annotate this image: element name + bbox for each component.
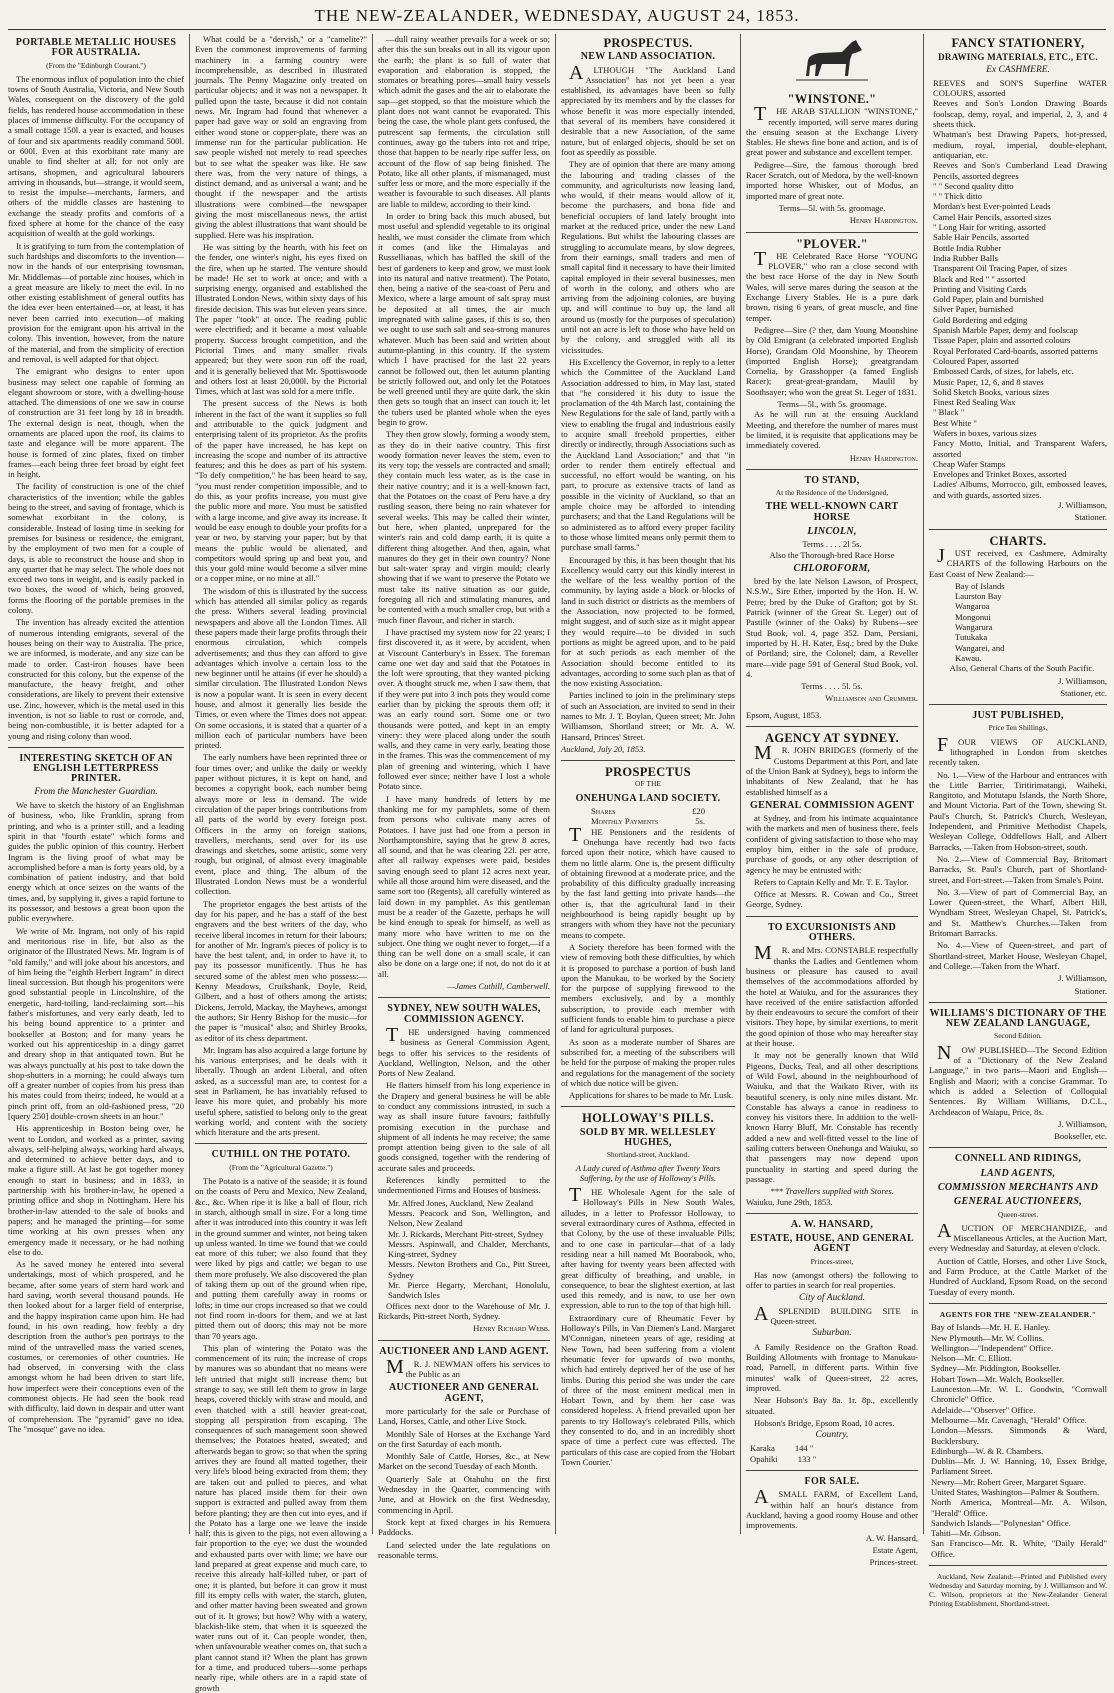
list-item: North America, Montreal—Mr. A. Wilson, "Herald" Office. (931, 1497, 1107, 1518)
paragraph: A Society therefore has been formed with the view of removing both these difficulties, by which it is proposed to purchase a portion of bush land upon the Manukau, to be worked by the Society for the purpose of supplying firewood to the members exclusively, and by a monthly subscription, to provide each member with sufficient funds to enable him to purchase a piece of land for agricultural purposes. (561, 941, 735, 1035)
list-item: Reeves and Son's Cumberland Lead Drawing Pencils, assorted degrees (933, 160, 1107, 181)
ad-title: CONNELL AND RIDINGS, (954, 1153, 1082, 1165)
ad-subheading: A Lady cured of Asthma after Twenty Years Suffering, by the use of Holloway's Pills. (575, 1163, 721, 1183)
divider (561, 760, 735, 761)
ad-subtitle: Queen-street. (997, 1209, 1039, 1219)
paragraph: Applications for shares to be made to Mr. Lusk. (569, 1090, 734, 1101)
list-item: Ladies' Albums, Morrocco, gilt, embossed leaves, and with guards, assorted sizes. (933, 479, 1107, 500)
paragraph: ALTHOUGH "The Auckland Land Association" has not yet been a year established, its advantages have been so fully appreciated by its members and by the classes for whose benefit it was more especially intended, that several of its members have considered it desirable that a new Association, of the same nature, but of enlarged objects, should be set on foot as speedily as possible. (561, 61, 735, 157)
divider (929, 1147, 1107, 1148)
ad-subtitle: DRAWING MATERIALS, ETC., ETC. (938, 52, 1098, 63)
paragraph: They are of opinion that there are many among the labouring and trading classes of the community, and agriculturists now leasing land, who would, if their means would allow of it, become the purchasers, and bona fide and beneficial occupiers of land lately brought into market at the reduced price, under the new Land Regulations. But whilst the labouring classes are struggling to accumulate means, by slow degrees, from their earnings, small traders and men of small capital find it necessary to have their limited capital employed in their several businesses, men of worth in the colony, and others who are arriving from the adjoining colonies, are buying up, and will continue to buy up, the land all around us (mostly for the purposes of speculation) until not an acre is left to those who have held on by the colony, and struggled with all its vicissitudes. (561, 159, 735, 355)
ad-subtitle: Shortland-street, Auckland. (606, 1150, 690, 1160)
ad-title: CHARTS. (989, 533, 1047, 548)
list-item: Adelaide—"Observer" Office. (931, 1404, 1036, 1415)
paragraph: MR. JOHN BRIDGES (formerly of the Customs Department at this Port, and late of the Union Bank at Sydney), begs to inform the inhabitants of New Zealand, that he has established himself as a (746, 742, 918, 797)
monthly-row (561, 816, 735, 826)
divider (746, 916, 918, 917)
signature: Stationer, etc. (1060, 687, 1107, 698)
paragraph: No. 1.—View of the Harbour and entrances with the Little Barrier, Tiritirimatangi, Waiheki, Rangitoto, and Motutapu Islands, the North Shore, and Mount Victoria. Part of the Town, shewing St. Paul's Church, St. Patrick's Church, Wesleyan, Independent, and Primitive Methodist Chapels, Wesleyan College, Oddfellows Hall, and Albert Barracks, —Taken from Hobson-street, south. (929, 769, 1107, 852)
divider (746, 1213, 918, 1214)
list-item: Kawau. (955, 652, 982, 663)
terms: Terms—5l., with 5s. groomage. (777, 399, 887, 410)
paragraph: Land selected under the late regulations on reasonable terms. (378, 1539, 550, 1560)
ad-subtitle: COMMISSION MERCHANTS AND (937, 1181, 1099, 1193)
list-item: London—Messrs. Simmonds & Ward, Bucklersbury. (931, 1425, 1107, 1446)
list-item: Bay of Islands—Mr. H. E. Hanley. (931, 1322, 1051, 1333)
divider (929, 704, 1107, 705)
dateline: Epsom, August, 1853. (746, 709, 822, 720)
paragraph: ASPLENDID BUILDING SITE in Queen-street. (754, 1302, 918, 1327)
note: *** Travellers supplied with Stores. (770, 1186, 894, 1197)
list-item: Tahiti—Mr. Gibson. (931, 1528, 1001, 1539)
paragraph: Hobson's Bridge, Epsom Road, 10 acres. (754, 1417, 895, 1428)
list-item: Spanish Marble Paper, demy and foolscap (933, 325, 1078, 336)
paragraph: Has now (amongst others) the following to offer to parties in search for real properties. (746, 1269, 918, 1291)
paragraph: Monthly Sale of Horses at the Exchange Yard on the first Saturday of each month. (378, 1428, 550, 1449)
list-item: Edinburgh—W. & R. Chambers. (931, 1445, 1044, 1456)
paragraph: Stock kept at fixed charges in his Remuera Paddocks. (378, 1516, 550, 1538)
paragraph: Office at Messrs. R. Cowan and Co., Street George, Sydney. (746, 889, 918, 910)
paragraph: Encouraged by this, it has been thought that his Excellency would carry out this kindly interest in the welfare of the less wealthy portion of the community, by laying aside a block or blocks of land in such district or districts as the members of the Association, now projected to be formed, might suggest, and of such size as it might appear they would require—to be divided in such portions as might be agreed upon, and to be paid for at such periods as each member of the Association should become entitled to its advantages, according to some such plan as that of the now existing Association. (561, 554, 735, 689)
paragraph: Pedigree—Sire, the famous thorough bred Racer Scratch, out of Medora, by the well-known imported horse Whisker, out of Modus, an imported mare of great note. (746, 159, 918, 201)
list-item: Wangarei, and (955, 642, 1005, 653)
dateline: Auckland, July 20, 1853. (561, 743, 646, 754)
list-item: Music Paper, 12, 6, and 8 staves (933, 376, 1044, 387)
column-divider (555, 34, 556, 1534)
country-name: Karaka (750, 1443, 775, 1454)
paragraph: What could be a "dervish," or a "camelite?" Even the commonest improvements of farming machinery in a farming country were incomprehensible, as described in illustrated journals. The Penny Magazine only treated on particular objects; and it was not a newspaper. It pulled upon the taste, because it did not contain news. Mr. Ingram had found that whenever a paper had gave way or sold an engraving from either wood stone or copper-plate, there was an immense run for the particular publication. He saw people wished not merely to read speeches but to see what the speaker was like. He saw there was, from the very nature of things, a distinct demand, and as universal a want; and he thought if the newspaper and the artists illustrations were combined—the newspaper giving the most miscellaneous news, the artist giving the ablest illustrations that want should be supplied. Here was his inspiration. (195, 34, 367, 240)
paragraph: THE Pensioners and the residents of Onehunga have recently had two facts forced upon their notice, which have caused to them no little alarm. One is, the present difficulty of obtaining firewood at a moderate price, and the probability of this difficulty gradually increasing by the fast land getting into private hands—the other is, that the agricultural land in their neighbourhood is being rapidly bought up by strangers with whom they have not the pecuniary means to compete. (561, 823, 735, 940)
paragraph: THE Celebrated Race Horse "YOUNG PLOVER," who ran a close second with the best race Horse of the day in New South Wales, will serve mares during the season at the Exchange Livery Stables. He is a pure dark brown, rising 6 years, of great muscle, and fine temper. (746, 247, 918, 323)
ad-subtitle: AUCTIONEER AND GENERAL AGENT, (389, 1382, 539, 1404)
imprint: Auckland, New Zealand:—Printed and Published every Wednesday and Saturday morning, by J. Williamson and W. C. Wilson, proprietors at the New-Zealander General Printing Establishment, Shortland-street. (929, 1572, 1107, 1609)
list-item: Printing and Visiting Cards (933, 283, 1027, 294)
list-item: Messrs. Newton Brothers and Co., Pitt Street, Sydney (388, 1259, 550, 1280)
list-item: San Francisco—Mr. R. White, "Daily Herald" Office. (931, 1538, 1107, 1559)
paragraph: NOW PUBLISHED—The Second Edition of a "Dictionary of the New Zealand Language," in two parts—Maori and English—English and Maori; with a concise Grammar. To which is added a Selection of Colloquial Sentences. By William Williams, D.C.L., Archdeacon of Waiapu, Price, 8s. (929, 1041, 1107, 1117)
signature: Princes-street. (869, 1557, 918, 1568)
paragraph: As he will run at the ensuing Auckland Meeting, and therefore the number of mares must be limited, it is requisite that applications may be immediately covered. (746, 409, 918, 451)
paragraph: References kindly permitted to the undermentioned Firms and Houses of business. (378, 1175, 550, 1196)
paragraph: Monthly Sale of Cattle, Horses, &c., at New Market on the second Tuesday of each Month. (378, 1451, 550, 1472)
stationery-list (929, 78, 1107, 500)
column-divider (923, 34, 924, 1534)
ad-subtitle: OF THE (635, 779, 661, 789)
section-heading: Suburban. (812, 1328, 852, 1339)
list-item: Sydney—Mr. Piddington, Bookseller. (931, 1363, 1061, 1374)
paragraph: at Sydney, and from his intimate acquaintance with the markets and men of business there, feels confident of giving satisfaction to those who may employ him, either in the sale of produce, purchase of goods, or any other description of agency he may be entrusted with: (746, 813, 918, 875)
agents-list (929, 1322, 1107, 1559)
article-title: CUTHILL ON THE POTATO. (211, 1149, 351, 1161)
column-1 (8, 34, 184, 1534)
ad-subtitle: LAND AGENTS, (980, 1167, 1056, 1179)
list-item: Mr. Alfred Jones, Auckland, New Zealand (388, 1197, 534, 1208)
ad-subtitle: ONEHUNGA LAND SOCIETY. (575, 792, 721, 804)
signature: Estate Agent, (872, 1544, 918, 1555)
list-item: Tissue Paper, plain and assorted colours (933, 335, 1071, 346)
divider (929, 529, 1107, 530)
article-title: INTERESTING SKETCH OF AN ENGLISH LETTERPRESS PRINTER. (19, 752, 173, 785)
ad-subtitle: GENERAL COMMISSION AGENT (750, 799, 914, 811)
signature: Henry Hardington. (849, 452, 918, 463)
list-item: India Rubber Balls (933, 252, 998, 263)
paragraph: Parties inclined to join in the preliminary steps of such an Association, are invited to send in their names to Mr. J. T. Boylan, Queen street; Mr. John Williamson, Shortland street; or Mr. A. W. Hansard, Princes' Street. (561, 690, 735, 742)
ad-title: FANCY STATIONERY, (951, 36, 1085, 50)
list-item: Newry—Mr. Robert Greer, Margaret Square. (931, 1476, 1086, 1487)
ad-title: A. W. HANSARD, (790, 1218, 874, 1230)
paragraph: more particularly for the sale or Purchase of Land, Horses, Cattle, and other Live Stock. (378, 1406, 550, 1427)
paragraph: The proprietor engages the best artists of the day for his paper, and he has a staff of the best engravers and the best writers of the day, who receive liberal incomes in return for their labours; for another of Mr. Ingram's pieces of policy is to have the best talent, and, in order to have it, to pay its possessor munificently. Thus he has secured some of the ablest men who possess:—Kenny Meadows, Cruikshank, Doyle, Reid, Gilbert, and a host of others among the artists; Dickens, Jerrold, Mackay, the Mayhews, amongst the authors; Sir Henry Bishop for the music—for the paper is "musical" also; and Shirley Brooks, as editor of its chess department. (195, 898, 367, 1043)
paragraph: THE Wholesale Agent for the sale of Holloway's Pills in New South Wales, alludes, in a letter to Professor Holloway, to several extraordinary cures of Asthma, effected in that Colony, by the use of these invaluable Pills; and to one case in particular—that of a lady residing near a hill named Mt Boorabook, who, after having for twenty years been affected with great difficulty of breathing, and unable, in consequence, to bear the slightest exertion, at last used this remedy, and is now, to use her own expression, able to run to the top of that high hill. (561, 1184, 735, 1311)
list-item: Melbourne—Mr. Cavenagh, "Herald" Office. (931, 1414, 1087, 1425)
list-item: Messrs. Peacock and Son, Wellington, and Nelson, New Zealand (388, 1207, 550, 1229)
list-item: Embossed Cards, of sizes, for labels, etc. (933, 366, 1074, 377)
list-item: Wangaroa (955, 601, 990, 612)
ad-subtitle: NEW LAND ASSOCIATION. (580, 51, 716, 63)
paragraph: bred by the late Nelson Lawson, of Prospect, N.S.W., Sire Ether, imported by the Hon. H. W. Petre; bred by the Duke of Grafton; got by St. Patrick (winner of the Great St. Leger) out of Pastille (winner of the Oaks) by Rubens—see Stud Book, vol. 4, page 352. Dam, Persiani, imported by H. H. Kater, Esq.; bred by the Duke of Portland; sire, the Colonel; dam, a Reveller mare—vide page 591 of General Stud Book, vol. 4. (746, 576, 918, 679)
list-item: Wafers in boxes, various sizes (933, 427, 1037, 438)
column-3 (378, 34, 550, 1560)
terms: Terms—5l. with 5s. groomage. (778, 202, 886, 213)
ad-subtitle: THE WELL-KNOWN CART HORSE (765, 501, 899, 523)
dateline: Waiuku, June 29th, 1853. (746, 1196, 833, 1207)
list-item: Silver Paper, burnished (933, 304, 1014, 315)
ad-title: HOLLOWAY'S PILLS. (582, 1111, 714, 1126)
ad-subtitle: SOLD BY MR. WELLESLEY HUGHES, (579, 1126, 717, 1148)
paragraph: This plan of wintering the Potato was the commencement of its ruin; the increase of crops by manures was so abundant that no means were left untried that might still increase them; but strange to say, we still left them to grow in large heaps, covered thickly with straw and mould, and even thatched with a still heavier great-coat, stopping all perspiration from escaping. The consequences of such management soon showed themselves; the Potatoes heated, sweated; and afterwards began to grow; so that when the spring arrives they are found all matted together, their very life's blood being extracted from them; they are taken out and pulled to pieces, and what nature has placed inside them for their own support is extracted and pulled away from them before planting; they are then cut into eyes, and if the Potato has a large one we leave the inside half; this is given to the pigs, not even allowing a fair proportion to the eye; we dust the wounded and exhausted parts over with lime; we have our land prepared at great expense and much care, to receive this already half-killed tuber, or part of one; it is planted, but before it can grow it must fill its empty cells with water, the starch, gluten, and other matter having been sweated and grown out of it. It grows; but how? Why with a watery, blackish-like stem, that when it is squeezed the water runs out of it. Can people wonder, then, when unfavourable weather comes on, that such a plant cannot stand it? When the plant has grown for a time, and produced tubers—some perhaps nearly ripe, while others are in a rapid state of growth (195, 1342, 367, 1693)
paragraph: —dull rainy weather prevails for a week or so; after this the sun breaks out in all its vigour upon the earth; the plant is so full of water that evaporation and elaboration is stopped, the stomates or breathing pores—small hairy vessels which admit the gases and the air to elaborate the sap—get stopped, so that the moisture which the plant does not want cannot be evaporated. This being the case, the whole plant gets confused, the putrescent sap ferments, the circulation still continues, away go the tubers into rot and tripe, those that happen to be nearly ripe suffer less, on account of the flow of sap being finished. The Potato, like all other plants, if mismanaged, must suffer less or more, and the more especially if the weather is favourable to such diseases. All plants are liable to mildew, according to their kind. (378, 34, 550, 209)
list-item: Fancy Motto, Initial, and Transparent Wafers, assorted (933, 438, 1107, 459)
paragraph: He flatters himself from his long experience in the Drapery and general business he will be able to conduct any commissions intrusted, in such a way as shall insure future favours; faithfully promising execution in the purchase and shipment of all indents he may receive; the same prompt attention being given to the sale of all goods consigned, together with the rendering of accurate sales and proceeds. (378, 1080, 550, 1173)
divider (195, 1143, 367, 1144)
shares-value: £20 (692, 806, 705, 817)
paragraph: The invention has already excited the attention of numerous intending emigrants, several of the houses being on their way to Australia. The price, we are informed, is moderate, and any size can be made to order. Cast-iron houses have been constructed for this colony, but the expense of the manufacture, the heavy freight, and other considerations, are likely to prevent their extensive use. Zinc, however, which is the metal used in this invention, is not so liable to rust or corrode, and, being non-combustible, it is better adapted for a young and rising colony than wood. (8, 617, 184, 741)
paragraph: The enormous influx of population into the chief towns of South Australia, Victoria, and New South Wales, consequent on the discovery of the gold fields, has rendered house accommodation in these places of immense difficulty. For the occupancy of a small cottage 150l. a year is exacted, and houses of four and six apartments readily command 500l. or 600l. Even at this exorbitant rate many are unable to find shelter at all; for not only are artisans, shopmen, and agricultural labourers arriving in thousands, but—strange, it would seem, to resist the impulse—merchants, farmers, and others of the middle classes are hastening to exchange the steady profits and comforts of a fixed sphere at home for the chance of the easy acquisition of wealth at the gold workings. (8, 73, 184, 239)
ad-subtitle: Also the Thorough-bred Race Horse (769, 549, 895, 560)
list-item: Whatman's best Drawing Papers, hot-pressed, medium, royal, imperial, double-elephant, antiquarian, etc. (933, 129, 1107, 160)
paragraph: No. 2.—View of Commercial Bay, Britomart Barracks, St. Paul's Church, part of Shortland-street, and Fort-street.—Taken from Smale's Point. (929, 853, 1107, 885)
list-item: Messrs. Aspinwall, and Chalder, Merchants, King-street, Sydney (388, 1238, 550, 1260)
paragraph: THE ARAB STALLION "WINSTONE," recently imported, will serve mares during the ensuing season at the Exchange Livery Stables. He shews fine bone and action, and is of great power and substance and excellent temper. (746, 103, 918, 158)
paragraph: It may not be generally known that Wild Pigeons, Ducks, Teal, and all other descriptions of Wild Fowl, abound in the neighbourhood of Waiuku, and that the Waikato River, with its beautiful scenery, is only nine miles distant. Mr. Constable has always a canoe in readiness to convey his visitors there. In addition to the well-known Harry Bluff, Mr. Constable has recently added a new and well-fitted vessel to the line of sailing cutters between Onehunga and Waiuku, so that passengers may now depend upon punctuality in starting and speed during the passage. (746, 1050, 918, 1184)
terms: Terms . . . . 5l. 5s. (801, 681, 863, 692)
paragraph: Near Hobson's Bay 8a. 1r. 8p., excellently situated. (746, 1395, 918, 1416)
ad-title: JUST PUBLISHED, (972, 710, 1064, 722)
list-item: Mr. J. Rickards, Merchant Pitt-street, Sydney (388, 1228, 544, 1239)
column-6 (929, 34, 1107, 1609)
ad-title: "WINSTONE." (787, 92, 877, 106)
terms: Terms . . . . 2l 5s. (802, 539, 862, 550)
signature: Henry Richard Webb. (473, 1323, 550, 1334)
paragraph: Pedigree—Sire (? ther, dam Young Moonshine by Old Emigrant (a celebrated imported English Horse), Grandam Old Moonshine, by Theorem (imported English Horse); greatgrandam Cornelia, by Grasshopper (a famed English Racer); great-great-grandam, Maulil by Soothsayer; who won the great St. Leger of 1831. (746, 324, 918, 397)
ad-title: AUCTIONEER AND LAND AGENT. (379, 1345, 549, 1357)
list-item: Transparent Oil Tracing Paper, of sizes (933, 263, 1067, 274)
list-item: Mr. Pierce Hegarty, Merchant, Honolulu, Sandwich Isles (388, 1280, 550, 1301)
list-item: Wangarura (955, 622, 993, 633)
country-value: 133 " (797, 1453, 817, 1464)
divider (8, 747, 184, 748)
ad-title: TO EXCURSIONISTS AND OTHERS. (767, 921, 897, 944)
paragraph: As he saved money he entered into several undertakings, most of which prospered, and he became, after some years of stern hard work and hard saving, worth several thousand pounds. He then looked about for a larger field of enterprise, and the happy inspiration came upon him. He had found, in his own reading, how feebly a dry description from the author's pen portrays to the mind of the untravelled mass the varied scenes, costumes, or ceremonies of other countries. He had observed, in conversing with the class amongst whom he had been driven to start life, how imperfect were their conceptions even of the commonest objects. He had seen the book read with difficulty, laid down in despair and utter want of comprehension. The "pyramid" gave no idea. The "mosque" gave no idea. (8, 1259, 184, 1434)
list-item: Reeves and Son's London Drawing Boards foolscap, demy, royal, and imperial, 2, 3, and 4 sheets thick. (933, 98, 1107, 130)
article-source: (From the "Agricultural Gazette.") (229, 1162, 333, 1172)
list-item: Wellington—"Independent" Office. (931, 1342, 1054, 1353)
list-item: Gold Paper, plain and burnished (933, 294, 1044, 305)
paragraph: Refers to Captain Kelly and Mr. T. E. Taylor. (754, 876, 909, 887)
list-item: Sandwich Islands—"Polynesian" Office. (931, 1517, 1071, 1528)
country-name: Opahiki (750, 1453, 778, 1464)
paragraph: I have many hundreds of letters by me thanking me for my pamphlets, some of them from persons who cultivate many acres of Potatoes. I have just had one from a person in Northamptonshire, saying that he grew 8 acres, all sound, and that he was clearing 22l. per acre, after all railway expenses were paid, besides saving enough seed to plant 12 acres next year, while all those around him were diseased, and the same sort too (Regents), all carefully wintered as laid down in my pamphlet. As this gentleman must be a reader of the Gazette, perhaps he will be kind enough to speak for himself, as well as many more who have written to me on the subject. One thing we ought never to forget,—if a thing can be well done on a small scale, it can also be done on a large one; if not, do not do it at all. (378, 793, 550, 979)
list-item: Black and Red " " assorted (933, 273, 1026, 284)
country-row (746, 1454, 918, 1464)
article-title: PORTABLE METALLIC HOUSES FOR AUSTRALIA. (15, 37, 177, 59)
country-value: 144 " (794, 1443, 814, 1454)
ad-title: WILLIAMS'S DICTIONARY OF THE NEW ZEALAND LANGUAGE, (929, 1007, 1107, 1030)
paragraph: It is gratifying to turn from the contemplation of such hardships and discomforts to the invention—now in the hands of our enterprising townsman, Mr. Middlemas—of portable zinc houses, which in a great measure are likely to meet the evil. In no other existing establishment of general outfits has the idea ever been entertained—or, at least, it has never been carried into execution—of making provision for the emigrant upon his arrival in the colony. This invention, however, from the nature of the material, and from the simplicity of erection and removal, is well adapted for that object. (8, 240, 184, 364)
divider (378, 997, 550, 998)
ad-title: FOR SALE. (804, 1476, 860, 1488)
paragraph: His Excellency the Governor, in reply to a letter which the Committee of the Auckland Land Association addressed to him, in May last, stated that "he considered it his duty to issue the proclamation of the 4th March last, containing the New Regulations for the sale of land, partly with a view to enabling the frugal and industrious easily to acquire small freehold properties, either directly or indirectly, through Associations such as the Auckland Land Association;" and that "in order to render them entirely effectual and successful, no effort would be wanting, on his part, to procure as extensive tracts of land as possible in the vicinity of Auckland, so that an ample choice may be afforded to intending purchasers; and that the Land Regulations will be so administered as to afford every proper facility to those whose limited means only permit them to purchase small farms." (561, 356, 735, 553)
agents-title: AGENTS FOR THE "NEW-ZEALANDER." (939, 1309, 1097, 1319)
ad-subtitle: ESTATE, HOUSE, AND GENERAL AGENT (750, 1233, 914, 1255)
list-item: Mongonui (955, 611, 991, 622)
signature: Henry Hardington. (849, 215, 918, 226)
ad-subtitle: Princes-street, (810, 1256, 854, 1266)
article-source: From the Manchester Guardian. (34, 786, 158, 797)
column-divider (740, 34, 741, 1534)
list-item: Tutukaka (955, 632, 988, 643)
signature: Bookseller, etc. (1054, 1131, 1107, 1142)
list-item: Sable Hair Pencils, assorted (933, 232, 1029, 243)
ad-title: AGENCY AT SYDNEY. (765, 731, 899, 746)
paragraph: He was sitting by the hearth, with his feet on the fender, one winter's night, his eyes fixed on the fire, when up he started. The venture should be made! He set to work at once; and with a surprising energy, organised and established the Illustrated London News, within sixty days of his fireside decision. This was but eleven years since. The paper "took" at once. The reading public were electrified; and it became a most valuable property. Success brought competition, and the Pictorial Times and many smaller rivals appeared; but they were soon run off the road, and it is generally believed that Mr. Spottiswoode and others lost at least 20,000l. by the Pictorial Times, which at last was sold for a mere trifle. (195, 241, 367, 397)
list-item: Nelson—Mr. C. Elliott. (931, 1353, 1012, 1364)
signature: A. W. Hansard, (865, 1532, 918, 1543)
paragraph: Auction of Cattle, Horses, and other Live Stock, and Farm Produce, at the Cattle Market of the Hundred of Auckland, Epsom Road, on the second Tuesday of every month. (929, 1255, 1107, 1297)
paragraph: No. 3.—View of part of Commercial Bay, an Lower Queen-street, the Wharf, Albert Hill, Wyndham Street, Wesleyan Chapel, St. Patrick's, and St. Matthew's Churches.—Taken from Britomart Barracks. (929, 886, 1107, 939)
paragraph: The emigrant who designs to enter upon business may select one capable of forming an elegant showroom or store, with a dwelling-house attached. The dimensions of one we saw in course of construction are 31 feet long by 18 in breadth. The external design is neat, though, when the ornaments are placed upon the roof, its claims to taste and elegance will be more apparent. The house is formed of zinc plates, fixed on timber frames—each being three feet broad by eight feet in height. (8, 366, 184, 480)
horse-name: LINCOLN, (807, 525, 857, 537)
list-item: Hobart Town—Mr. Walch, Bookseller. (931, 1373, 1065, 1384)
signature: Williamson and Crummer. (825, 693, 918, 704)
list-item: Envelopes and Trinket Boxes, assorted (933, 469, 1067, 480)
list-item: Cheap Wafer Stamps (933, 458, 1006, 469)
list-item: New Plymouth—Mr. W. Collins. (931, 1332, 1045, 1343)
masthead-rule (8, 29, 1106, 30)
list-item: Dublin—Mr. J. W. Hanning, 10, Essex Bridge, Parliament Street. (931, 1456, 1107, 1477)
paragraph: Quarterly Sale at Otahuhu on the first Wednesday in the Quarter, commencing with June, and at Howick on the first Wednesday, commencing in April. (378, 1473, 550, 1515)
divider (929, 1002, 1107, 1003)
signature: J. Williamson, (1058, 500, 1107, 511)
signature: Stationer. (1074, 512, 1107, 523)
paragraph: The early numbers have been reprinted three or four times over; and unlike the daily or weekly paper without pictures, it is kept on hand, and becomes a copyright book, each number being always more or less in demand. The wide circulation of the paper brings contributions from all parts of the world by every foreign post. Officers in the army on foreign stations, travellers, merchants, send over for its use drawings and sketches, some artistic, some very rough, but original, of almost every imaginable event, place and thing. The album of the Illustrated London News must be a wonderful collection. (195, 752, 367, 897)
article-author: —James Cuthill, Camberwell. (447, 981, 550, 992)
list-item: " Long Hair for writing, assorted (933, 222, 1046, 233)
paragraph: The facility of construction is one of the chief characteristics of the invention; while the gables being to the street, and saving of frontage, which is somewhat exorbitant in the colony, is considerable. Instead of losing time in seeking for premises for business or residence, the emigrant, by the employment of two men for a couple of days, is able to reconstruct the house and shop in any quarter that he may select. The whole does not exceed two tons in weight, and is easily packed in two boxes, the wood of which, being grooved, forms the flooring of the portable premises in the colony. (8, 481, 184, 616)
divider (746, 726, 918, 727)
divider (746, 469, 918, 470)
list-item: " " Second quality ditto (933, 180, 1014, 191)
charts-list (929, 581, 1107, 663)
list-item: Laurston Bay (955, 591, 1002, 602)
ad-title: PROSPECTUS. (603, 36, 693, 50)
paragraph: The present success of the News is both inherent in the fact of the want it supplies so full and attributable to the quick judgment and enterprising talent of its proprietor. As the profits of the paper have increased, he has kept on increasing the scope and number of its attractive features; and this he does as part of his system. "To defy competition," he has been heard to say, "you must render competition impossible, and to do this, as your profits increase, you must give the public more and more. You must be satisfied with a large income, and give away its increase. It would be easy enough to double your profits for a year or two, by starving your paper; but by that means the public would be alienated, and competitors would spring up and beat you, and this your gold mine would become a silver mine or a copper mine, or no mine at all." (195, 398, 367, 584)
list-item: Bay of Islands (955, 580, 1005, 591)
masthead: THE NEW-ZEALANDER, WEDNESDAY, AUGUST 24, 1853. (314, 6, 800, 25)
list-item: United States, Washington—Palmer & Southern. (931, 1487, 1100, 1497)
paragraph: Offices next door to the Warehouse of Mr. J. Rickards, Pitt-street North, Sydney. (378, 1300, 550, 1321)
paragraph: ASMALL FARM, of Excellent Land, within half an hour's distance from Auckland, having a good roomy House and other improvements. (746, 1486, 918, 1531)
paragraph: AUCTION OF MERCHANDIZE, and Miscellaneous Articles, at the Auction Mart, every Wednesday and Saturday, at eleven o'clock. (929, 1219, 1107, 1254)
section-heading: Country. (815, 1430, 849, 1441)
list-item: REEVES and SON'S Superfine WATER COLOURS, assorted (933, 77, 1107, 99)
reference-list (378, 1198, 550, 1301)
paragraph: I have practised my system now for 22 years; I first discovered it, as it were, by accident, when at Viscount Canterbury's in Essex. The foreman came one wet day and said that the Potatoes in the loft were sprouting, that they wanted picking over. A thought struck me, when I saw them, that if they were put into 3 inch pots they would come earlier than by picking the sprouts them off; it was an early round sort. Some one or two thousands were potted, and kept in an empty vinery: they were placed along under the south walls, and they came in very early, beating those in the frames. This was the commencement of my plan of greening and wintering, which I have followed ever since; neither have I lost a whole Potato since. (378, 626, 550, 792)
paragraph: As soon as a moderate number of Shares are subscribed for, a meeting of the subscribers will be held for the purpose of making the proper rules and regulations for the management of the society of which due notice will be given. (561, 1036, 735, 1088)
signature: Stationer. (1074, 985, 1107, 996)
ad-subtitle: Second Edition. (994, 1031, 1042, 1041)
article-source: (From the "Edinburgh Courant.") (46, 60, 146, 70)
paragraph: Mr. Ingram has also acquired a large fortune by his various enterprises, and he deals with it liberally. Though an ardent Liberal, and often asked, as a successful man are, to contest for a seat in Parliament, he has invariably refused to leave his more quiet, and probably his more useful sphere, satisfied to belong only to the great working world, and content with the society which literature and the arts present. (195, 1044, 367, 1138)
paragraph: No. 4.—View of Queen-street, and part of Shortland-street, Market House, Wesleyan Chapel, and College.—Taken from the Wharf. (929, 940, 1107, 971)
country-row (746, 1443, 918, 1453)
shares-row (561, 806, 735, 816)
paragraph: Also, General Charts of the South Pacific. (949, 663, 1095, 674)
signature: J. Williamson, (1058, 675, 1107, 686)
paragraph: MR. and Mrs. CONSTABLE respectfully thanks the Ladies and Gentlemen whom business or pleasure has caused to avail themselves of the accommodations afforded by the hotel at Waiuku, and for the assurances they have received of the entire satisfaction afforded by their endeavours to secure the comfort of their visitors. They hope, by similar exertions, to merit the good opinion of those who may hereafter stay at their house. (746, 942, 918, 1049)
divider (746, 1470, 918, 1471)
list-item: " " Thick ditto (933, 191, 983, 202)
list-item: Coloured Paper, assorted (933, 355, 1019, 366)
ad-subtitle: At the Residence of the Undersigned, (775, 488, 889, 498)
list-item: " Black " (933, 407, 965, 418)
ad-subtitle: Ex CASHMERE. (986, 64, 1050, 75)
signature: J. Williamson, (1058, 973, 1107, 984)
paragraph: THE undersigned having commenced business as General Commission Agent, begs to offer his services to the residents of Auckland, Wellington, Nelson, and the other Ports of New Zealand. (378, 1023, 550, 1079)
divider (746, 232, 918, 233)
column-divider (372, 34, 373, 1534)
divider (561, 1106, 735, 1107)
divider (929, 1303, 1107, 1304)
paragraph: They then grow slowly, forming a woody stem, as they do in their native country. This first woody formation never leaves the stem, even to its very top; the vessels are contracted and small; they contain much less water, as is the case in their native country; and it is a well-known fact, that the Potatoes on the coast of Peru have a dry rustling season, there being no rain whatever for several weeks. This may be called their winter, but here, when planted, unprepared for the winter's rain and cold damp earth, it is quite a different thing altogether. And then, again, what manures do they get in their own country? None but salt-water spray and virgin mould; clearly showing that if we want to preserve the Potato we must take its native situation as our guide, foregoing all rich and stimulating manures, and be contented with a much smaller crop, but with a much finer flavour, and richer in starch. (378, 429, 550, 625)
paragraph: We write of Mr. Ingram, not only of his rapid and meritorious rise in life, but also as the originator of the Illustrated News. Mr. Ingram is of "old family," and will joke about his ancestors, and of him being the "eighth Herbert Ingram" in direct lineal succession. But though his progenitors were good substantial people in Lincolnshire, of the energetic, hard-toiling, land-reclaiming sort—his father's misfortunes, and very early death, led to his being bound apprentice to a printer and bookseller at Boston; and for many years he worked out his apprenticeship in a dingy garret and dreary shop in that antiquated town. But he was always punctually at his post to take down the shop-shutters in a morning; he could always turn off a greater number of copies from his press than his mates could from theirs; indeed, he would at a pinch print off, from an old-fashioned press, "20 [query 250] double-crown sheets in an hour." (8, 925, 184, 1121)
column-2 (195, 34, 367, 1693)
ad-title: PROSPECTUS (605, 765, 691, 780)
list-item: Finest Red Sealing Wax (933, 397, 1016, 408)
paragraph: JUST received, ex Cashmere, Admiralty CHARTS of the following Harbours on the East Coast of New Zealand:— (929, 544, 1107, 579)
signature: J. Williamson, (1058, 1118, 1107, 1129)
ad-title: SYDNEY, NEW SOUTH WALES, COMMISSION AGENCY. (387, 1003, 541, 1025)
monthly-value: 5s. (695, 816, 705, 827)
paragraph: FOUR VIEWS OF AUCKLAND, lithographed in London from sketches recently taken. (929, 733, 1107, 768)
paragraph: We have to sketch the history of an Englishman of business, who, like Franklin, sprang from printing, and who is a printer still, and a leading spirit in that "fourth estate" which forms and guides the public opinion of this country. Herbert Ingram is the living proof of what may be accomplished before a man is forty years old, by a combination of patient industry, and that bold energy which at once seizes on the wants of the times, and, by supplying it, gives a rapid fortune to its possessor, and bestows a great boon upon the public everywhere. (8, 800, 184, 924)
column-4 (561, 34, 735, 1534)
list-item: Launceston—Mr. W. L. Goodwin, "Cornwall Chronicle" Office. (931, 1384, 1107, 1405)
list-item: Camel Hair Pencils, assorted sizes (933, 211, 1052, 222)
list-item: Royal Perforated Card-boards, assorted patterns (933, 345, 1098, 356)
column-divider (189, 34, 190, 1534)
ad-title: "PLOVER." (796, 236, 868, 251)
divider (378, 1340, 550, 1341)
divider (929, 1565, 1107, 1566)
list-item: Mordan's best Ever-pointed Leads (933, 201, 1051, 212)
list-item: Solid Sketch Books, various sizes (933, 386, 1050, 397)
horse-icon (792, 36, 872, 90)
paragraph: Extraordinary cure of Rheumatic Fever by Holloway's Pills, in Van Diemen's Land. Margaret M'Connigan, nineteen years of age, residing at New Town, had been suffering from a violent rheumatic fever for upwards of two months, which had entirely deprived her of the use of her limbs. During this period she was under the care of three of the most eminent medical men in Hobart Town, and by them her case was considered hopeless. A friend prevailed upon her parents to try Holloway's celebrated Pills, which they consented to do, and in an incredibly short space of time a perfect cure was effected. The particulars of this case are copied from the 'Hobart Town Courier.' (561, 1312, 735, 1467)
paragraph: In order to bring back this much abused, but most useful and splendid vegetable to its original health, we must consider the climate from which it comes (and like the Himalayas and Russellianas, which has baffled the skill of the best of gardeners to keep and grow, we must look into its natural and native treatment). The Potato, then, being a native of the sea-coast of Peru and Mexico, where a large amount of salt spray must be deposited at all times, the air much impregnated with saline gases, if this is so, then we ought to use such salt and sea-strong manures whatever. Much has been said and written about autumn-planting in this country. If the system which I have practised for the last 22 years cannot be followed out, then let autumn planting be strictly followed out, and only let the Potatoes be well greened until they are quite dark, the skin then gets so tough that an insect can touch it; let the tubers used be planted whole when the eyes begin to grow. (378, 211, 550, 427)
paragraph: MR. J. NEWMAN offers his services to the Public as an (386, 1355, 550, 1380)
paragraph: His apprenticeship in Boston being over, he went to London, and worked as a printer, saving always, self-helping always, working hard always, and determined to achieve better days, and to make a figure still. At last he got together money enough to start in business; and in 1833, in partnership with his brother-in-law, he opened a printing office and shop in Nottingham. Here his brother-in-law attended to the sale of books and papers; and he managed the printing—for some time working at his own presses when any emergency made it necessary, or he had nothing else to do. (8, 1123, 184, 1257)
paragraph: The Potato is a native of the seaside; it is found on the coasts of Peru and Mexico, New Zealand, &c., &c. When ripe it is like a ball of flour, rich in starch, although small in size. For a long time after it was introduced into this country it was left in the ground summer and winter, not being taken up unless wanted. In time we found that we could eat more of this tuber; we also found that they were liked by pigs and cattle; we began to use them more profusely. We also discovered the plan of taking them up out of the ground when ripe, and putting them carefully away in rooms or lofts; in time our crops increased so that we could not find room in-doors for them, and we at last pitted them out of doors; this may not be more than 70 years ago. (195, 1176, 367, 1341)
paragraph: The wisdom of this is illustrated by the success which has attended all similar policy as regards the press. Withers several leading provincial newspapers and above all the London Times. All these papers made their large profits through their enormous circulation, which compels advertisements; and thus they can afford to give advantages which involve a certain loss to the new beginner until he attains (if ever he should) a similar circulation. The Illustrated London News is now a popular want. It is seen in every decent house, and almost it generally lies beside the Times, or even where the Times does not appear. On some occasions, it is stated that a quarter of a million each of particular numbers have been printed. (195, 585, 367, 751)
shares-label: Shares (591, 806, 616, 817)
section-heading: City of Auckland. (798, 1292, 866, 1303)
ad-title: TO STAND, (804, 474, 860, 486)
paragraph: A Family Residence on the Grafton Road. Building Allotments with frontage to Manukau-road, Parnell, in different parts. Within five minutes' walk of Queen-street, 22 acres, improved. (746, 1341, 918, 1393)
column-5 (746, 34, 918, 1568)
monthly-label: Monthly Payments (591, 816, 659, 827)
list-item: Gold Bordering and edging (933, 314, 1028, 325)
ad-subtitle: Price Ten Shillings, (988, 723, 1048, 733)
ad-subtitle: GENERAL AUCTIONEERS, (953, 1196, 1083, 1208)
list-item: Best White " (933, 417, 977, 428)
horse-name: CHLOROFORM, (793, 562, 871, 574)
list-item: Bottle India Rubber (933, 242, 1002, 253)
